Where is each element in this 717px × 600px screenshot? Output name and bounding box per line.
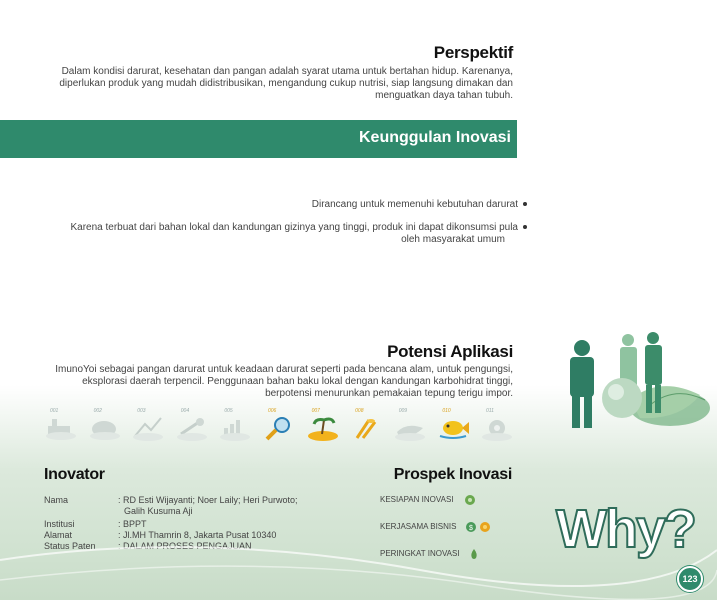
inovator-row-nama [44, 495, 364, 506]
sector-icon-008 [349, 408, 383, 444]
keunggulan-bullet-1: Dirancang untuk memenuhi kebutuhan darurat [47, 199, 527, 211]
inovator-value: : Jl.MH Thamrin 8, Jakarta Pusat 10340 [118, 530, 277, 540]
perspektif-line-1: Dalam kondisi darurat, kesehatan dan pangan adalah syarat utama untuk bertahan hidup. Karenanya, [61, 66, 513, 77]
sector-icon-004 [175, 408, 209, 444]
inovator-label: Nama [44, 495, 69, 505]
perspektif-text [33, 66, 513, 102]
sector-number: 009 [398, 408, 408, 414]
inovator-label [44, 506, 124, 517]
inovator-row-nama-cont [44, 506, 364, 517]
inovator-value: : BPPT [118, 519, 147, 529]
wheat-icon [349, 414, 383, 442]
prospek-row-kesiapan [380, 494, 476, 506]
sector-number: 005 [224, 408, 233, 414]
hand-icon [393, 414, 427, 442]
graph-icon [218, 414, 252, 442]
prospek-title: Prospek Inovasi [393, 466, 512, 483]
fish-icon [436, 414, 470, 442]
inovator-value: Galih Kusuma Aji [124, 506, 193, 516]
potensi-text [33, 364, 513, 400]
sector-number: 011 [485, 408, 494, 414]
prospek-label: PERINGKAT INOVASI [380, 549, 460, 559]
sector-number: 002 [93, 408, 102, 414]
sector-icon-005 [218, 408, 252, 444]
island-icon [306, 414, 340, 442]
keunggulan-title: Keunggulan Inovasi [358, 129, 511, 146]
brain-icon [88, 414, 122, 442]
sector-icon-001 [44, 408, 78, 444]
factory-icon [44, 414, 78, 442]
potensi-line-2: eksplorasi daerah terpencil. Penggunaan bahan baku lokal dengan kandungan karbohidrat tinggi, [82, 376, 513, 387]
sector-number: 003 [137, 408, 146, 414]
keunggulan-bullet-2: Karena terbuat dari bahan lokal dan kandungan gizinya yang tinggi, produk ini dapat dikonsumsi pula [47, 222, 527, 234]
sector-icon-006 [262, 408, 296, 444]
magnifier-icon [262, 414, 296, 442]
inovator-label: Institusi [44, 519, 75, 529]
sector-number: 001 [50, 408, 59, 414]
inovator-title: Inovator [44, 466, 105, 483]
sector-number: 008 [355, 408, 364, 414]
potensi-line-1: ImunoYoi sebagai pangan darurat untuk keadaan darurat seperti pada bencana alam, untuk pengungsi, [55, 364, 513, 375]
sector-number: 006 [267, 408, 277, 414]
perspektif-line-3: menguatkan daya tahan tubuh. [375, 90, 513, 101]
keunggulan-header-bar [0, 120, 517, 158]
inovator-label: Alamat [44, 530, 73, 540]
sector-icon-009 [393, 408, 427, 444]
sector-number: 004 [180, 408, 190, 414]
people-illustration [560, 330, 710, 430]
prospek-label: KERJASAMA BISNIS [380, 522, 457, 532]
sector-icon-003 [131, 408, 165, 444]
tools-icon [175, 414, 209, 442]
keunggulan-bullet-2-cont: oleh masyarakat umum [401, 234, 505, 245]
perspektif-line-2: diperlukan produk yang mudah didistribusikan, mengandung cukup nutrisi, siap langsung dimakan dan [59, 78, 513, 89]
inovator-value: : RD Esti Wijayanti; Noer Laily; Heri Purwoto; [118, 495, 298, 505]
sector-icon-011 [480, 408, 514, 444]
potensi-title: Potensi Aplikasi [387, 342, 513, 361]
svg-text:$: $ [468, 525, 473, 532]
gear-icon [480, 414, 514, 442]
sector-icon-010 [436, 408, 470, 444]
inovator-value: : DALAM PROSES PENGAJUAN [118, 541, 252, 551]
sector-number: 007 [311, 408, 320, 414]
sector-icon-002 [88, 408, 122, 444]
sector-icon-007 [306, 408, 340, 444]
sector-icon-row [44, 408, 514, 444]
inovator-label: Status Paten [44, 541, 96, 551]
potensi-line-3: berpotensi menurunkan pemakaian tepung terigu impor. [265, 388, 513, 399]
why-logo: Why? [556, 499, 695, 559]
sector-number: 010 [442, 408, 451, 414]
page-number: 123 [677, 566, 703, 592]
chart-icon [131, 414, 165, 442]
sprout-badge-icon [464, 494, 476, 506]
perspektif-title: Perspektif [433, 43, 513, 62]
prospek-label: KESIAPAN INOVASI [380, 495, 454, 505]
